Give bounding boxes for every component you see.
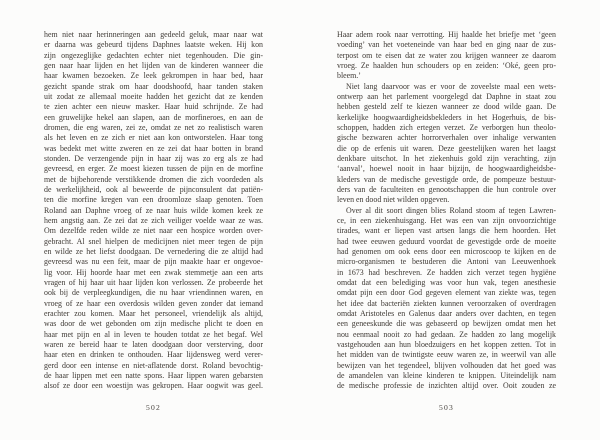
text-line: hem niet naar herinneringen aan gedeeld geluk, maar naar wat <box>44 30 263 39</box>
page-right <box>337 30 556 412</box>
text-line: Niet lang daarvoor was er voor de zoveelste maal een wets- <box>346 81 556 91</box>
text-line: erachter zou komen. Maar het personeel, vriendelijk als altijd, <box>44 308 263 318</box>
text-line: de amandelen van kleine kinderen te knippen. Uiteindelijk nam <box>337 370 556 380</box>
text-line: ten die morfine kregen van een droomloze slaap genoten. Toen <box>44 195 263 205</box>
text-line: vragen of hij haar uit haar lijden kon verlossen. Ze probeerde het <box>44 277 263 287</box>
text-line: voeding’ van het voeteneinde van haar bed en ging naar de zus- <box>337 40 556 50</box>
text-line: hem angstig aan. Ze zei dat ze zich veiliger voelde waar ze was. <box>44 215 263 225</box>
text-line: stonden. De verzengende pijn in haar zij was zo erg als ze had <box>44 153 263 163</box>
text-line: gezicht spande strak om haar doodshoofd, haar tanden staken <box>44 81 263 91</box>
text-line: vastgehouden aan hun bloedzuigers en het koppen zetten. Tot in <box>337 339 556 349</box>
text-line: gevreesd was nu een feit, maar de pijn maakte haar er ongevoe- <box>44 257 263 267</box>
text-line: was bedekt met witte zweren en ze zei dat haar botten in brand <box>44 143 263 153</box>
text-line: haar met pijn en al in leven te houden totdat ze het begaf. Wel <box>44 329 263 339</box>
text-line: als het leven en ze zich er niet aan kon ontworstelen. Haar tong <box>44 133 263 143</box>
text-line: had twee eeuwen geduurd voordat de gevestigde orde de moeite <box>337 236 556 246</box>
text-line: Over al dit soort dingen blies Roland stoom af tegen Lawren- <box>346 205 556 215</box>
text-line: een gruwelijke hekel aan slapen, aan de morfineroes, en aan de <box>44 112 263 122</box>
text-line: kleders van de medische gevestigde orde, de pompeuze bestuur- <box>337 174 556 184</box>
text-line: ontwerp aan het parlement voorgelegd dat Daphne in staat zou <box>337 91 556 101</box>
text-line: tirades, want er liepen vast artsen langs die hem hoorden. Het <box>337 226 556 236</box>
text-line: te zien achter een nieuw masker. Haar huid schrijnde. Ze had <box>44 102 263 112</box>
text-line: schoppen, hadden zich ertegen verzet. Ze verborgen hun theolo- <box>337 122 556 132</box>
page-left <box>44 30 263 412</box>
text-line: kerkelijke hoogwaardigheidsbekleders in het Hogerhuis, de bis- <box>337 112 556 122</box>
text-line: omdat Aristoteles en Galenus daar anders over dachten, en tegen <box>337 308 556 318</box>
text-line: waren ze bereid haar te laten doodgaan door versterving, door <box>44 339 263 349</box>
text-line: hebben gesteld zelf te kiezen wanneer ze dood wilde gaan. De <box>337 102 556 112</box>
text-line: de haar lippen met een natte spons. Haar lippen waren gebarsten <box>44 370 263 380</box>
text-line: omdat dat een belediging was voor hun vak, tegen anesthesie <box>337 277 556 287</box>
text-line: gebracht. Al snel hielpen de medicijnen niet meer tegen de pijn <box>44 236 263 246</box>
text-line: en wilde ze het liefst doodgaan. De vernedering die ze altijd had <box>44 246 263 256</box>
text-line: gevreesd, en erger. Ze moest kiezen tussen de pijn en de morfine <box>44 164 263 174</box>
text-line: een geneeskunde die was gebaseerd op bewijzen omdat men het <box>337 319 556 329</box>
text-line: ‘aanval’, hoewel nooit in haar bijzijn, de hoogwaardigheidsbe- <box>337 164 556 174</box>
text-line: leven en dood niet wilden opgeven. <box>337 195 450 205</box>
text-line: in 1673 had beschreven. Ze hadden zich verzet tegen hygiëne <box>337 267 556 277</box>
text-line: omdat pijn een door God gegeven element van ziekte was, tegen <box>337 288 556 298</box>
text-line: Om dezelfde reden wilde ze niet naar een hospice worden over- <box>44 226 263 236</box>
text-line: het midden van de twintigste eeuw waren ze, in weerwil van alle <box>337 350 556 360</box>
text-line: de medische professie de inzichten altijd over. Ooit zouden ze <box>337 381 556 391</box>
text-line: die op de erfenis uit waren. Deze geestelijken waren het laagst <box>337 143 556 153</box>
text-line: lig voor. Hij hoorde haar met een zwak stemmetje aan een arts <box>44 267 263 277</box>
text-line: de werkelijkheid, ook al beweerde de pijnconsulent dat patiën- <box>44 184 263 194</box>
text-line: bleem.’ <box>337 71 361 81</box>
text-line: micro-organismen te bestuderen die Antoni van Leeuwenhoek <box>337 257 556 267</box>
text-line: gische bezwaren achter horrorverhalen over inhalige verwanten <box>337 133 556 143</box>
text-line: er daarna was gebeurd tijdens Daphnes laatste weken. Hij kon <box>44 40 263 50</box>
text-line: was door de wet gebonden om zijn medische plicht te doen en <box>44 319 263 329</box>
text-line: dromen, die eng waren, zei ze, omdat ze net zo realistisch waren <box>44 122 263 132</box>
text-line: gen naar haar lijden en het lijden van de kinderen wanneer die <box>44 60 263 70</box>
text-line: ders van de faculteiten en genootschappen die hun controle over <box>337 184 556 194</box>
page-number-right: 503 <box>439 403 454 413</box>
text-line: gerd door een intense en niet-aflatende dorst. Roland bevochtig- <box>44 360 263 370</box>
page-number-left: 502 <box>146 403 161 413</box>
text-line: alsof ze door een woestijn was gekropen. Haar oogwit was geel. <box>44 381 263 391</box>
text-line: terpost om te eisen dat ze water zou krijgen wanneer ze daarom <box>337 50 556 60</box>
text-line: ook bij de verpleegkundigen, die nu haar vriendinnen waren, en <box>44 288 263 298</box>
text-line: zijn ongezeglijke gedachten echter niet tegenhouden. Die gin- <box>44 50 263 60</box>
page-left-text <box>44 30 263 391</box>
text-line: nou eenmaal nooit zo had gedaan. Ze hadden zo lang mogelijk <box>337 329 556 339</box>
text-line: Haar adem rook naar verrotting. Hij haalde het briefje met ‘geen <box>337 30 556 39</box>
text-line: uit zodat ze allemaal moeite hadden het gezicht dat ze kenden <box>44 91 263 101</box>
text-line: vroeg. Ze haalden hun schouders op en zeiden: ‘Oké, geen pro- <box>337 60 556 70</box>
text-line: met de bijbehorende verstikkende dromen die zich voordeden als <box>44 174 263 184</box>
text-line: haar eten en drinken te onthouden. Haar lijdensweg werd verer- <box>44 350 263 360</box>
text-line: haar kwamen bezoeken. Ze leek gekrompen in haar bed, haar <box>44 71 263 81</box>
text-line: vroeg of ze haar een overdosis wilden geven zonder dat iemand <box>44 298 263 308</box>
text-line: denkbare uitschot. In het ziekenhuis gold zijn verachting, zijn <box>337 153 556 163</box>
page-right-text <box>337 30 556 391</box>
text-line: ce, in een ziekenhuisgang. Het was een van zijn onvoorzichtige <box>337 215 556 225</box>
text-line: Roland aan Daphne vroeg of ze naar huis wilde komen keek ze <box>44 205 263 215</box>
text-line: had genomen om ook eens door een microscoop te kijken en de <box>337 246 556 256</box>
text-line: het idee dat bacteriën ziekten kunnen veroorzaken of overdragen <box>337 298 556 308</box>
text-line: bewijzen van het tegendeel, blijven volhouden dat het goed was <box>337 360 556 370</box>
